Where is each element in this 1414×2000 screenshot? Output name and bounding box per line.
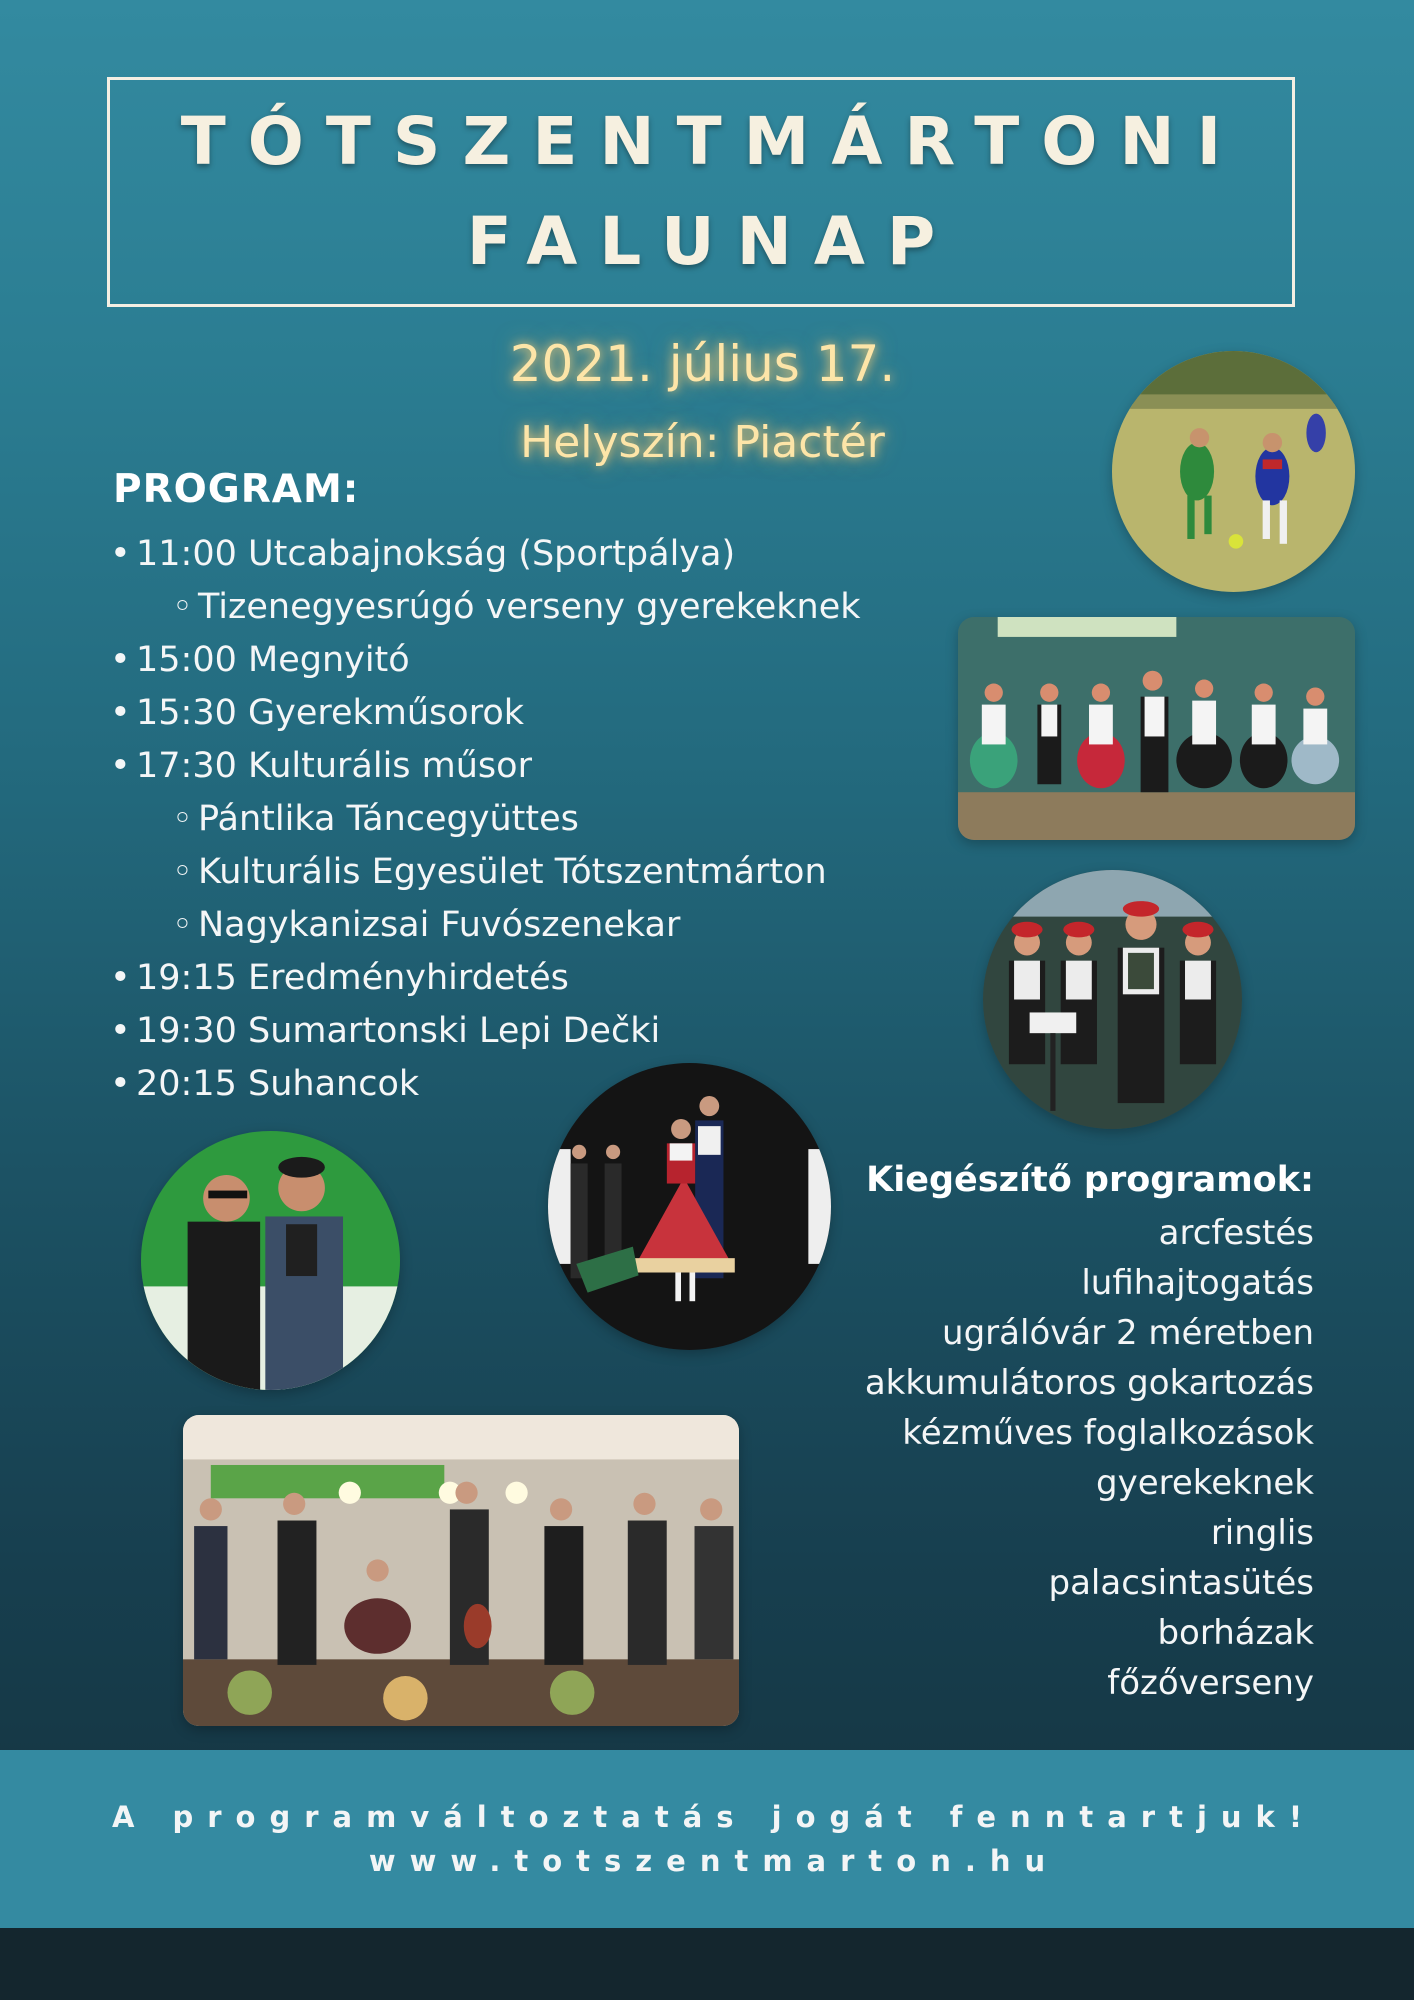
extra-program-item: lufihajtogatás (1081, 1263, 1314, 1303)
suhancok-duo-photo (141, 1131, 400, 1390)
footer-notice: A programváltoztatás jogát fenntartjuk! (111, 1800, 1317, 1834)
band-stage-photo (183, 1415, 739, 1726)
extra-program-item: arcfestés (1158, 1213, 1314, 1253)
program-item (110, 1058, 950, 1111)
extra-program-item: gyerekeknek (1095, 1463, 1314, 1503)
folk-dance-stage-photo (958, 617, 1355, 840)
extra-program-item: palacsintasütés (1048, 1563, 1314, 1603)
program-item-text: Tizenegyesrúgó verseny gyerekeknek (198, 587, 861, 627)
bullet: • (110, 693, 131, 733)
bottom-band (0, 1928, 1414, 2000)
program-item-text: 15:00 Megnyitó (136, 640, 410, 680)
program-item (110, 740, 950, 793)
program-subitem (110, 793, 950, 846)
footer-band (0, 1750, 1414, 1928)
title-line-2: FALUNAP (466, 203, 958, 280)
extra-program-item: ugrálóvár 2 méretben (942, 1313, 1314, 1353)
program-item (110, 528, 950, 581)
program-heading: PROGRAM: (113, 467, 360, 512)
bullet: • (110, 1064, 131, 1104)
extra-program-item: főzőverseny (1107, 1663, 1314, 1703)
football-photo (1112, 351, 1355, 592)
event-date: 2021. július 17. (509, 335, 896, 393)
program-item (110, 687, 950, 740)
choir-photo (983, 870, 1242, 1129)
extra-program-item: akkumulátoros gokartozás (864, 1363, 1314, 1403)
program-item-text: Pántlika Táncegyüttes (198, 799, 579, 839)
program-subitem (110, 899, 950, 952)
bullet: ◦ (172, 799, 193, 839)
extra-program-item: kézműves foglalkozások (902, 1413, 1314, 1453)
program-item-text: Kulturális Egyesület Tótszentmárton (198, 852, 827, 892)
program-item-text: 15:30 Gyerekműsorok (136, 693, 525, 733)
program-item (110, 634, 950, 687)
title-line-1: TÓTSZENTMÁRTONI (180, 103, 1244, 180)
bullet: • (110, 958, 131, 998)
extra-program-item: ringlis (1210, 1513, 1314, 1553)
program-subitem (110, 581, 950, 634)
program-subitem (110, 846, 950, 899)
program-item (110, 1005, 950, 1058)
bullet: • (110, 534, 131, 574)
program-item (110, 952, 950, 1005)
event-venue: Helyszín: Piactér (520, 417, 885, 468)
bullet: • (110, 746, 131, 786)
title-frame (107, 77, 1295, 307)
bullet: ◦ (172, 852, 193, 892)
program-item-text: Nagykanizsai Fuvószenekar (198, 905, 681, 945)
program-item-text: 20:15 Suhancok (136, 1064, 420, 1104)
extra-programs-heading: Kiegészítő programok: (866, 1160, 1314, 1200)
extra-program-item: borházak (1157, 1613, 1314, 1653)
bullet: • (110, 640, 131, 680)
program-item-text: 19:30 Sumartonski Lepi Dečki (136, 1011, 661, 1051)
bullet: • (110, 1011, 131, 1051)
footer-website[interactable]: www.totszentmarton.hu (368, 1844, 1060, 1878)
bullet: ◦ (172, 587, 193, 627)
program-item-text: 17:30 Kulturális műsor (136, 746, 532, 786)
program-item-text: 19:15 Eredményhirdetés (136, 958, 569, 998)
program-item-text: 11:00 Utcabajnokság (Sportpálya) (136, 534, 736, 574)
program-list (110, 528, 950, 1111)
bullet: ◦ (172, 905, 193, 945)
extra-programs (714, 1153, 1314, 1708)
